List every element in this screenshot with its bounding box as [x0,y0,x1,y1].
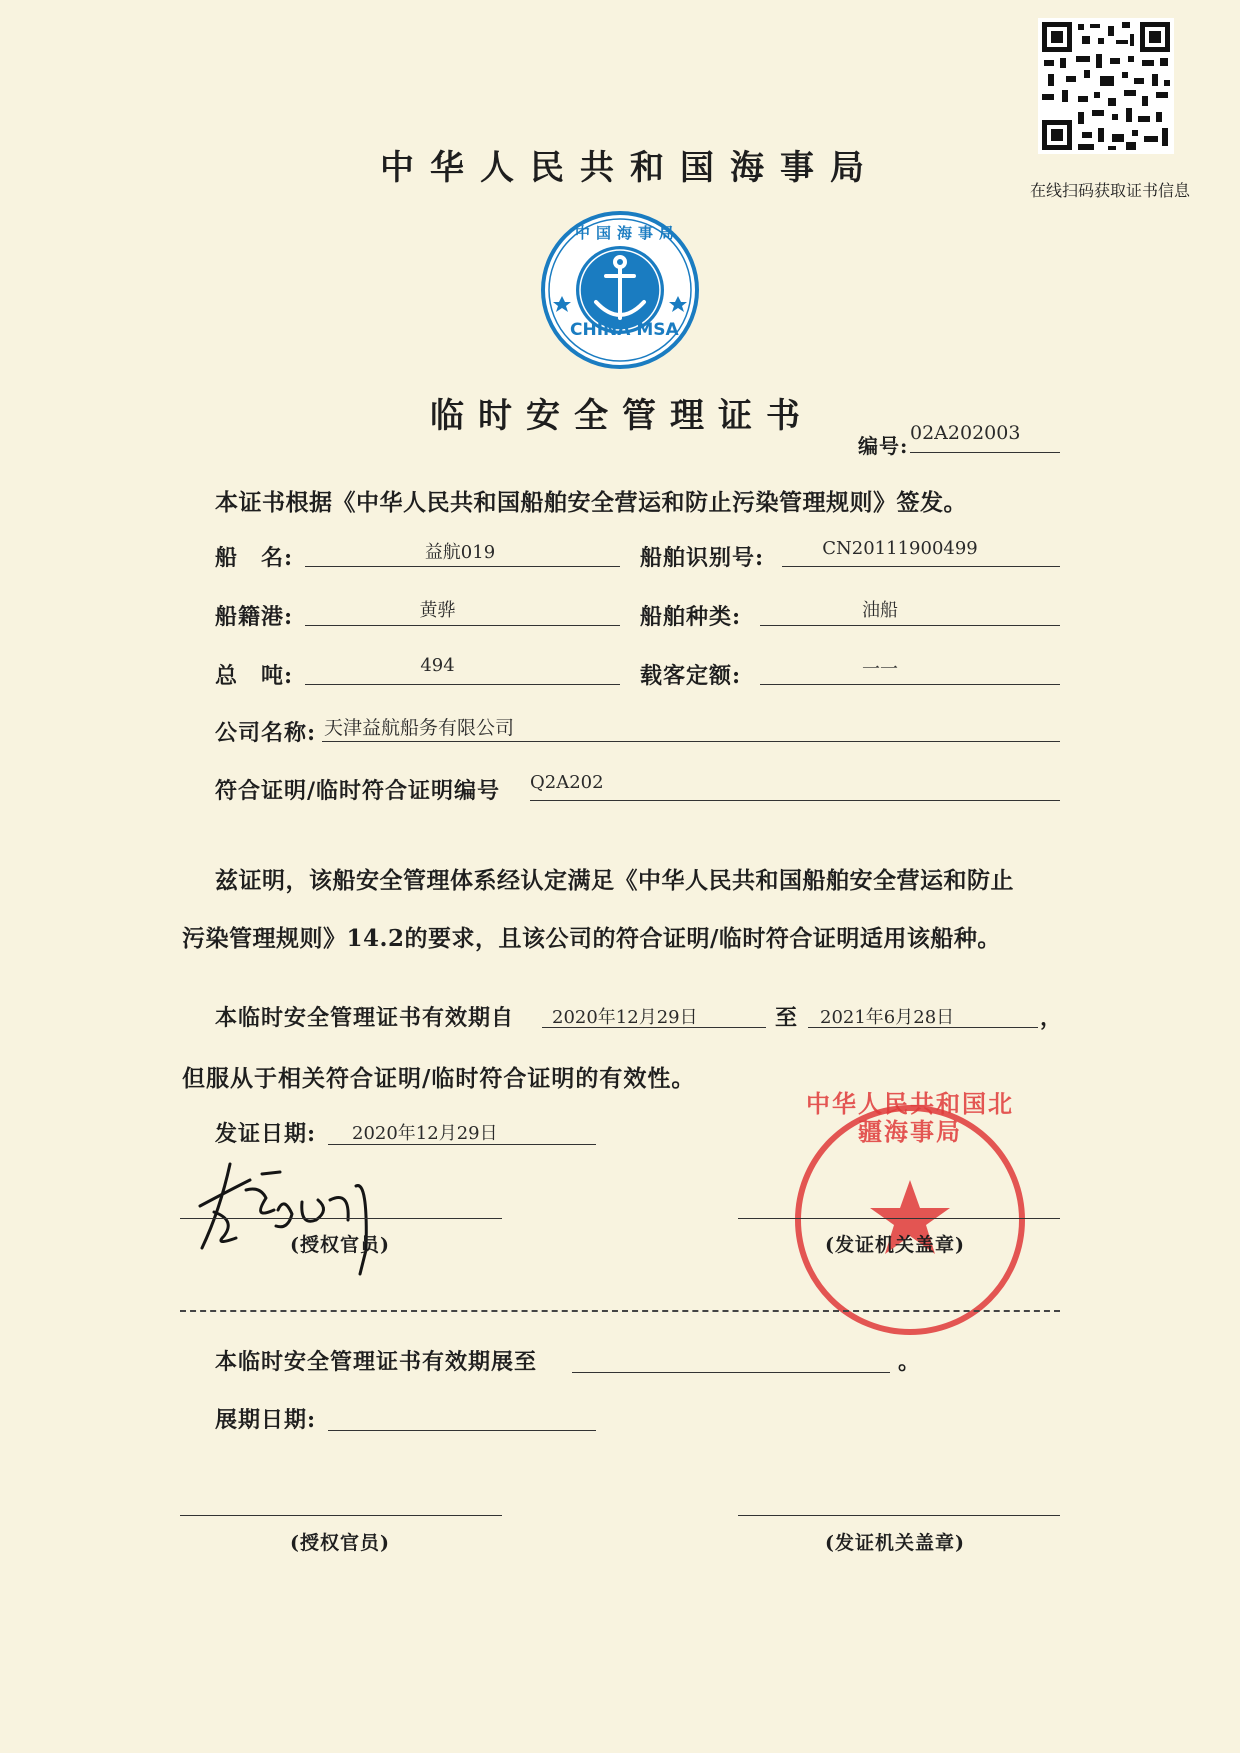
qr-caption: 在线扫码获取证书信息 [1030,181,1191,200]
ship-type-value: 油船 [862,600,898,621]
extension-official-caption: (授权官员) [290,1532,390,1554]
extension-text: 本临时安全管理证书有效期展至 [215,1349,538,1375]
extension-official-line [180,1515,502,1516]
company-label: 公司名称: [215,720,317,746]
validity-to-underline [808,1027,1038,1028]
ship-name-value: 益航019 [424,542,496,563]
doc-number-underline [530,800,1060,801]
port-underline [305,625,620,626]
issue-date-underline [328,1144,596,1145]
extension-end: 。 [898,1349,922,1375]
certificate-title: 临时安全管理证书 [430,396,814,436]
validity-line-2: 但服从于相关符合证明/临时符合证明的有效性。 [182,1065,696,1092]
tonnage-label: 总 吨: [215,663,294,689]
ship-name-underline [305,566,620,567]
issue-date-value: 2020年12月29日 [352,1123,498,1144]
official-signature-line [180,1218,502,1219]
port-value: 黄骅 [419,600,456,621]
company-underline [322,741,1060,742]
intro-text: 本证书根据《中华人民共和国船舶安全营运和防止污染管理规则》签发。 [215,489,967,516]
certify-line-2: 污染管理规则》14.2的要求，且该公司的符合证明/临时符合证明适用该船种。 [182,925,1001,952]
authority-name: 中华人民共和国海事局 [380,148,880,188]
validity-to-label: 至 [775,1005,799,1031]
extension-date-underline [328,1430,596,1431]
qr-code [1038,18,1174,154]
ship-type-underline [760,625,1060,626]
seal-caption: (发证机关盖章) [825,1234,965,1256]
doc-number-value: Q2A202 [530,772,604,793]
number-underline [910,452,1060,453]
validity-to: 2021年6月28日 [820,1007,955,1028]
section-divider [180,1310,1060,1312]
company-value: 天津益航船务有限公司 [324,717,515,739]
validity-from: 2020年12月29日 [552,1007,698,1028]
extension-seal-line [738,1515,1060,1516]
passengers-label: 载客定额: [640,663,742,689]
ship-id-underline [782,566,1060,567]
seal-signature-line [738,1218,1060,1219]
official-signature [190,1150,410,1280]
seal-text: 中华人民共和国北疆海事局 [806,1089,1014,1146]
official-caption: (授权官员) [290,1234,390,1256]
validity-prefix: 本临时安全管理证书有效期自 [215,1005,515,1031]
extension-seal-caption: (发证机关盖章) [825,1532,965,1554]
ship-type-label: 船舶种类: [640,604,742,630]
emblem-bottom-text: CHINA MSA [570,320,679,340]
ship-id-value: CN20111900499 [822,538,978,559]
certify-line-1: 兹证明，该船安全管理体系经认定满足《中华人民共和国船舶安全营运和防止 [215,867,1014,894]
issue-date-label: 发证日期: [215,1121,317,1147]
emblem-top-text: 中国海事局 [575,224,681,242]
ship-id-label: 船舶识别号: [640,545,765,571]
validity-comma: ， [1040,1005,1064,1031]
port-label: 船籍港: [215,604,294,630]
doc-number-label: 符合证明/临时符合证明编号 [215,778,501,804]
tonnage-underline [305,684,620,685]
number-value: 02A202003 [910,422,1021,444]
number-label: 编号: [858,434,909,458]
passengers-value: 一一 [862,659,898,680]
passengers-underline [760,684,1060,685]
validity-from-underline [542,1027,766,1028]
tonnage-value: 494 [420,655,455,676]
extension-underline [572,1372,890,1373]
extension-date-label: 展期日期: [215,1407,317,1433]
ship-name-label: 船 名: [215,545,294,571]
